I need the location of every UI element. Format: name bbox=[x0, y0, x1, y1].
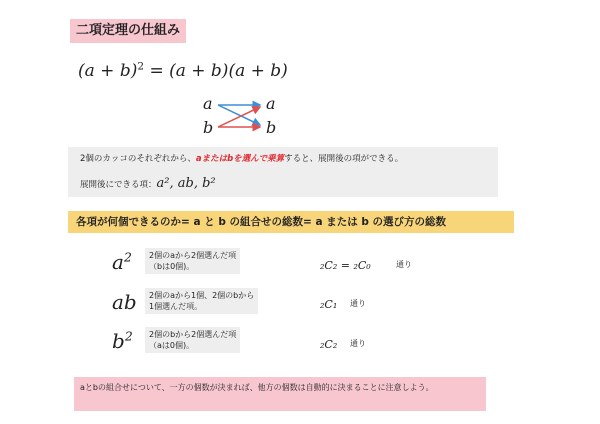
term-description bbox=[145, 288, 258, 314]
terms-label: 展開後にできる項： bbox=[80, 180, 157, 190]
term-a-squared bbox=[112, 250, 132, 274]
diagram-left-b: b bbox=[203, 118, 214, 137]
explanation-pre: 2個のカッコのそれぞれから、 bbox=[80, 154, 196, 164]
combination-value: ₂C₂ bbox=[320, 338, 338, 351]
terms-list: a², ab, b² bbox=[156, 176, 216, 191]
summary-banner: 各項が何個できるのか= a と b の組合せの総数= a または b の選び方の総数 bbox=[68, 211, 514, 233]
term-exponent: 2 bbox=[124, 328, 133, 344]
description-line: 2個のbから2個選んだ項 bbox=[149, 330, 237, 339]
selection-arrows bbox=[214, 96, 266, 132]
binomial-formula bbox=[78, 61, 288, 81]
term-b-squared bbox=[112, 329, 133, 353]
explanation-text bbox=[80, 152, 403, 164]
description-line: 2個のaから1個、2個のbから bbox=[149, 291, 255, 300]
explanation-highlight: aまたはbを選んで乗算 bbox=[195, 154, 285, 164]
formula-rhs: (a + b)(a + b) bbox=[169, 61, 288, 81]
description-line: （bは0個)。 bbox=[149, 262, 195, 271]
terms-line bbox=[80, 176, 216, 191]
arrow-b-to-a bbox=[218, 107, 260, 127]
description-line: （aは0個)。 bbox=[149, 341, 195, 350]
count-unit: 通り bbox=[350, 339, 366, 348]
note-box: aとbの組合せについて、一方の個数が決まれば、他方の個数は自動的に決まることに注意しよう。 bbox=[74, 377, 486, 411]
formula-exponent: 2 bbox=[137, 60, 145, 73]
description-line: 2個のaから2個選んだ項 bbox=[149, 251, 237, 260]
term-description bbox=[145, 327, 240, 353]
term-description bbox=[145, 248, 240, 274]
count-unit: 通り bbox=[396, 260, 412, 269]
term-ab bbox=[112, 290, 137, 314]
page-title: 二項定理の仕組み bbox=[70, 19, 186, 43]
diagram-left-a: a bbox=[203, 94, 213, 113]
diagram-right-a: a bbox=[266, 94, 276, 113]
term-base: ab bbox=[112, 290, 137, 314]
description-line: 1個選んだ項。 bbox=[149, 302, 203, 311]
combination-value: ₂C₂ = ₂C₀ bbox=[320, 259, 371, 272]
term-base: b bbox=[112, 329, 125, 353]
term-exponent: 2 bbox=[123, 249, 132, 265]
combination-value: ₂C₁ bbox=[320, 298, 338, 311]
diagram-right-b: b bbox=[266, 118, 277, 137]
formula-lhs: (a + b) bbox=[78, 61, 138, 81]
count-unit: 通り bbox=[350, 299, 366, 308]
arrow-a-to-b bbox=[218, 105, 260, 125]
term-base: a bbox=[112, 250, 124, 274]
formula-equals: = bbox=[144, 61, 170, 81]
explanation-post: すると、展開後の項ができる。 bbox=[284, 154, 404, 164]
